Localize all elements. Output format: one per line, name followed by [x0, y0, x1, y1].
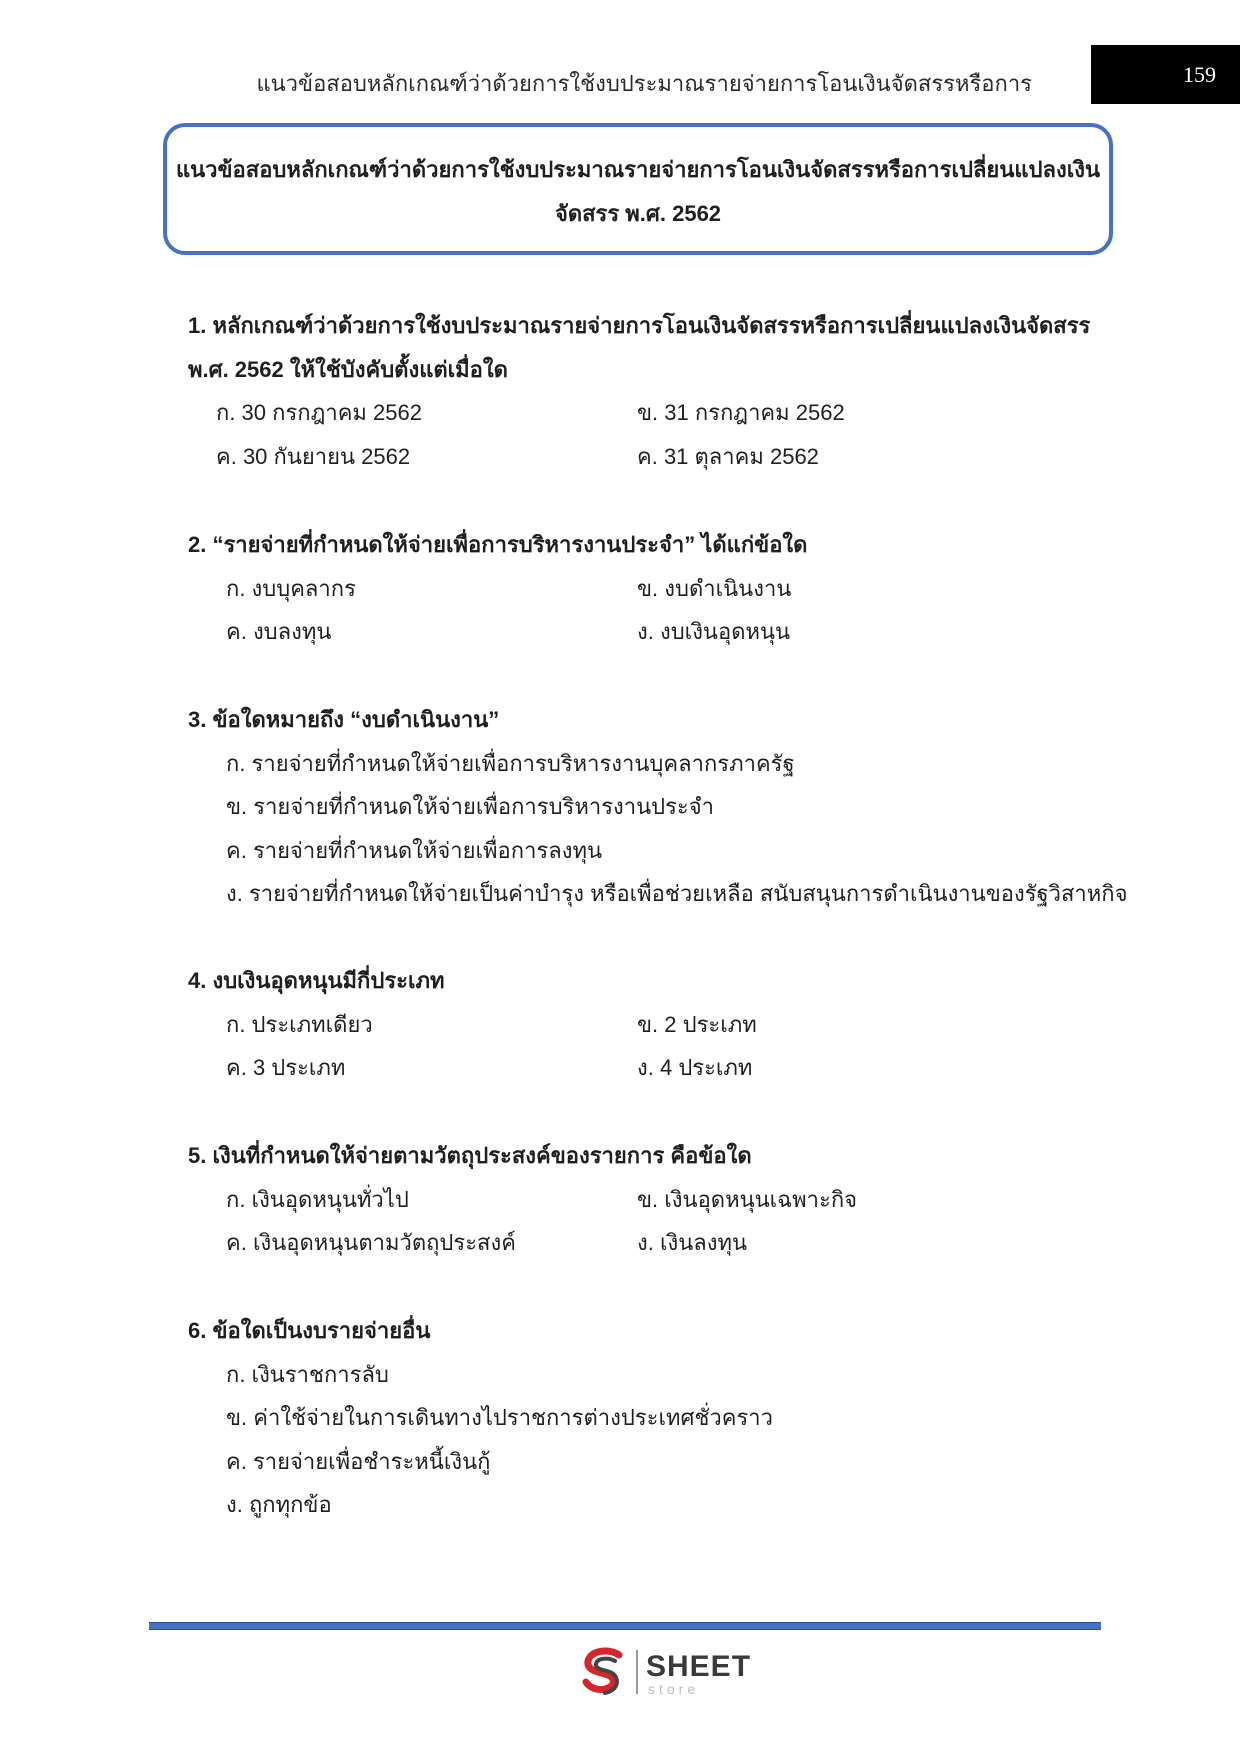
answer-option: ค. 31 ตุลาคม 2562 — [637, 443, 819, 469]
answer-option: ง. งบเงินอุดหนุน — [637, 619, 791, 645]
question-text: 5. เงินที่กำหนดให้จ่ายตามวัตถุประสงค์ของรายการ คือข้อใด — [188, 1143, 752, 1168]
answer-option: ข. 31 กรกฎาคม 2562 — [637, 400, 845, 426]
page-title-line-2: จัดสรร พ.ศ. 2562 — [554, 201, 722, 226]
logo-subtext: store — [648, 1681, 700, 1697]
answer-option: ง. เงินลงทุน — [637, 1230, 748, 1256]
footer-rule — [149, 1622, 1101, 1630]
answer-option: ค. เงินอุดหนุนตามวัตถุประสงค์ — [226, 1230, 516, 1256]
question-2 — [188, 523, 1218, 654]
answer-option: ค. 3 ประเภท — [226, 1055, 346, 1081]
question-1 — [188, 304, 1218, 478]
answer-options — [188, 742, 1218, 916]
answer-option: ข. ค่าใช้จ่ายในการเดินทางไปราชการต่างประเทศชั่วคราว — [226, 1405, 773, 1431]
answer-option: ข. 2 ประเภท — [637, 1011, 757, 1037]
question-text: 3. ข้อใดหมายถึง “งบดำเนินงาน” — [188, 707, 500, 732]
question-3 — [188, 698, 1218, 916]
title-box — [163, 123, 1113, 255]
answer-option: ก. ประเภทเดียว — [226, 1011, 373, 1037]
answer-option: ง. 4 ประเภท — [637, 1055, 753, 1081]
answer-option: ก. 30 กรกฎาคม 2562 — [216, 400, 422, 426]
answer-option: ค. งบลงทุน — [226, 619, 332, 645]
answer-option: ข. รายจ่ายที่กำหนดให้จ่ายเพื่อการบริหารงานประจำ — [226, 794, 714, 820]
answer-options — [188, 1353, 1218, 1527]
page-number: 159 — [1183, 61, 1216, 87]
logo-separator — [636, 1650, 638, 1694]
answer-option: ก. รายจ่ายที่กำหนดให้จ่ายเพื่อการบริหารงานบุคลากรภาครัฐ — [226, 750, 795, 776]
answer-option: ค. 30 กันยายน 2562 — [216, 443, 411, 469]
question-text: 4. งบเงินอุดหนุนมีกี่ประเภท — [188, 968, 445, 993]
answer-option: ก. งบบุคลากร — [226, 575, 356, 601]
answer-options — [188, 567, 1218, 654]
answer-option: ข. งบดำเนินงาน — [637, 575, 792, 601]
answer-options — [188, 391, 1218, 478]
answer-option: ข. เงินอุดหนุนเฉพาะกิจ — [637, 1186, 858, 1212]
answer-option: ค. รายจ่ายเพื่อชำระหนี้เงินกู้ — [226, 1448, 491, 1474]
question-6 — [188, 1309, 1218, 1527]
page-title-line-1: แนวข้อสอบหลักเกณฑ์ว่าด้วยการใช้งบประมาณรายจ่ายการโอนเงินจัดสรรหรือการเปลี่ยนแปลงเงิน — [175, 157, 1101, 182]
answer-option: ง. ถูกทุกข้อ — [226, 1492, 332, 1518]
question-text: 1. หลักเกณฑ์ว่าด้วยการใช้งบประมาณรายจ่ายการโอนเงินจัดสรรหรือการเปลี่ยนแปลงเงินจัดสรร — [188, 313, 1091, 338]
answer-options — [188, 1003, 1218, 1090]
question-text: 6. ข้อใดเป็นงบรายจ่ายอื่น — [188, 1318, 431, 1343]
question-5 — [188, 1134, 1218, 1265]
answer-option: ก. เงินราชการลับ — [226, 1361, 389, 1387]
answer-option: ง. รายจ่ายที่กำหนดให้จ่ายเป็นค่าบำรุง หรือเพื่อช่วยเหลือ สนับสนุนการดำเนินงานของรัฐวิสาหกิจ — [226, 881, 1128, 907]
s-logo-icon — [578, 1646, 628, 1696]
page-number-box — [1091, 45, 1240, 104]
question-4 — [188, 959, 1218, 1090]
question-text: พ.ศ. 2562 ให้ใช้บังคับตั้งแต่เมื่อใด — [188, 356, 508, 382]
answer-option: ค. รายจ่ายที่กำหนดให้จ่ายเพื่อการลงทุน — [226, 837, 603, 863]
answer-option: ก. เงินอุดหนุนทั่วไป — [226, 1186, 409, 1212]
question-text: 2. “รายจ่ายที่กำหนดให้จ่ายเพื่อการบริหารงานประจำ” ได้แก่ข้อใด — [188, 532, 808, 557]
logo-wordmark: SHEET — [646, 1650, 752, 1683]
answer-options — [188, 1178, 1218, 1265]
running-header: แนวข้อสอบหลักเกณฑ์ว่าด้วยการใช้งบประมาณรายจ่ายการโอนเงินจัดสรรหรือการ — [256, 71, 1032, 96]
